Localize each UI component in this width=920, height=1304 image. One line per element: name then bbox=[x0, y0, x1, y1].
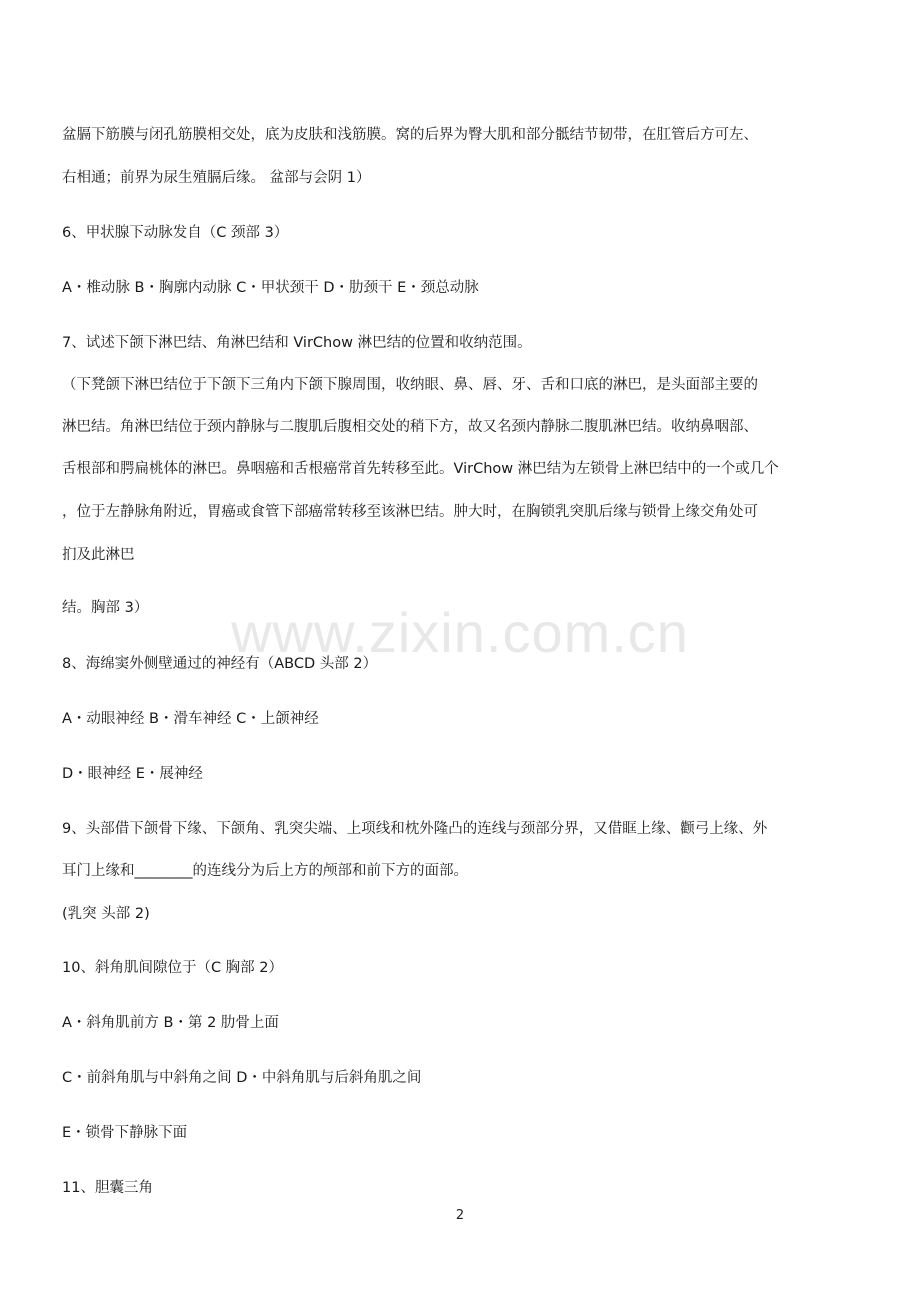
question-10-options: A・斜角肌前方 B・第 2 肋骨上面 bbox=[62, 1015, 279, 1031]
question-10: 10、斜角肌间隙位于（C 胸部 2） bbox=[62, 960, 284, 976]
question-8-options: A・动眼神经 B・滑车神经 C・上颌神经 bbox=[62, 711, 319, 727]
text-line: 盆膈下筋膜与闭孔筋膜相交处，底为皮肤和浅筋膜。窝的后界为臀大肌和部分骶结节韧带，在肛管后方可左、 bbox=[62, 127, 758, 143]
answer-7-line: 舌根部和腭扁桃体的淋巴。鼻咽癌和舌根癌常首先转移至此。VirChow 淋巴结为左锁骨上淋巴结中的一个或几个 bbox=[62, 461, 779, 477]
page-number: 2 bbox=[455, 1208, 465, 1223]
answer-7-line: ，位于左静脉角附近，胃癌或食管下部癌常转移至该淋巴结。肿大时，在胸锁乳突肌后缘与锁骨上缘交角处可 bbox=[62, 504, 758, 520]
question-11: 11、胆囊三角 bbox=[62, 1180, 153, 1196]
question-6: 6、甲状腺下动脉发自（C 颈部 3） bbox=[62, 225, 289, 241]
question-10-options: E・锁骨下静脉下面 bbox=[62, 1125, 188, 1141]
question-9: 9、头部借下颌骨下缘、下颌角、乳突尖端、上项线和枕外隆凸的连线与颈部分界，又借眶上缘、颧弓上缘、外 bbox=[62, 821, 768, 837]
question-8-options: D・眼神经 E・展神经 bbox=[62, 766, 203, 782]
answer-7-line: 结。胸部 3） bbox=[62, 600, 149, 616]
watermark: www.zixin.com.cn bbox=[231, 601, 689, 664]
question-8: 8、海绵窦外侧壁通过的神经有（ABCD 头部 2） bbox=[62, 656, 378, 672]
answer-9: (乳突 头部 2) bbox=[62, 906, 150, 922]
question-10-options: C・前斜角肌与中斜角之间 D・中斜角肌与后斜角肌之间 bbox=[62, 1070, 422, 1086]
question-9: 耳门上缘和________的连线分为后上方的颅部和前下方的面部。 bbox=[62, 863, 468, 879]
question-7: 7、试述下颌下淋巴结、角淋巴结和 VirChow 淋巴结的位置和收纳范围。 bbox=[62, 335, 532, 351]
answer-7-line: 淋巴结。角淋巴结位于颈内静脉与二腹肌后腹相交处的稍下方，故又名颈内静脉二腹肌淋巴结。收纳鼻咽部、 bbox=[62, 419, 758, 435]
answer-7-line: （下凳颌下淋巴结位于下颌下三角内下颌下腺周围，收纳眼、鼻、唇、牙、舌和口底的淋巴，是头面部主要的 bbox=[62, 377, 758, 393]
answer-7-line: 扪及此淋巴 bbox=[62, 547, 135, 563]
text-line: 右相通；前界为尿生殖膈后缘。 盆部与会阴 1） bbox=[62, 170, 371, 186]
question-6-options: A・椎动脉 B・胸廓内动脉 C・甲状颈干 D・肋颈干 E・颈总动脉 bbox=[62, 280, 479, 296]
